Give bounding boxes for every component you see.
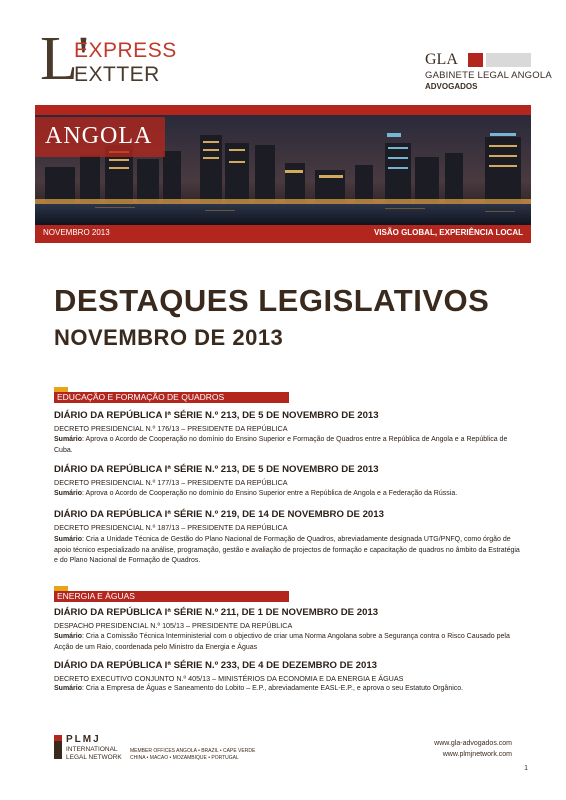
summary-label: Sumário bbox=[54, 436, 83, 443]
entry-summary bbox=[54, 632, 522, 653]
summary-label: Sumário bbox=[54, 536, 83, 543]
page-title: DESTAQUES LEGISLATIVOS bbox=[54, 283, 490, 318]
member-offices-line1: MEMBER OFFICES ANGOLA • BRAZIL • CAPE VERDE bbox=[130, 748, 256, 754]
gla-logo-red-bar bbox=[468, 53, 483, 67]
summary-label: Sumário bbox=[54, 685, 83, 692]
gla-logo-subtitle: GABINETE LEGAL ANGOLA bbox=[425, 70, 552, 81]
entry-summary bbox=[54, 489, 522, 500]
page-number: 1 bbox=[524, 765, 528, 772]
summary-text: : Aprova o Acordo de Cooperação no domínio do Ensino Superior entre a República de Angola e a Federação da Rússia. bbox=[82, 490, 458, 497]
entry-subheading: DECRETO PRESIDENCIAL N.º 187/13 – PRESIDENTE DA REPÚBLICA bbox=[54, 523, 288, 532]
logo-express: EXPRESS bbox=[74, 39, 177, 62]
summary-text: : Aprova o Acordo de Cooperação no domínio do Ensino Superior e Formação de Quadros entre a República de Angola e a República de Cuba. bbox=[54, 436, 508, 454]
entry-subheading: DECRETO PRESIDENCIAL N.º 176/13 – PRESIDENTE DA REPÚBLICA bbox=[54, 424, 288, 433]
entry-heading: DIÁRIO DA REPÚBLICA Iª SÉRIE N.º 213, DE 5 DE NOVEMBRO DE 2013 bbox=[54, 464, 379, 475]
banner-top-strip bbox=[35, 105, 531, 115]
plmj-logo-name: PLMJ bbox=[66, 734, 101, 745]
entry-heading: DIÁRIO DA REPÚBLICA Iª SÉRIE N.º 213, DE 5 DE NOVEMBRO DE 2013 bbox=[54, 410, 379, 421]
summary-label: Sumário bbox=[54, 633, 83, 640]
entry-summary bbox=[54, 684, 522, 695]
gla-logo-subtitle-2: ADVOGADOS bbox=[425, 82, 478, 91]
footer-link-plmj[interactable]: www.plmjnetwork.com bbox=[442, 751, 512, 758]
entry-summary bbox=[54, 535, 522, 567]
logo-apostrophe: L' bbox=[40, 25, 90, 93]
entry-subheading: DESPACHO PRESIDENCIAL N.º 105/13 – PRESIDENTE DA REPÚBLICA bbox=[54, 621, 293, 630]
member-offices-line2: CHINA • MACAO • MOZAMBIQUE • PORTUGAL bbox=[130, 755, 239, 761]
entry-summary bbox=[54, 435, 522, 456]
gla-logo-grey-bar bbox=[486, 53, 531, 67]
plmj-logo-mark-accent bbox=[54, 735, 62, 741]
banner bbox=[35, 105, 531, 243]
page-subtitle: NOVEMBRO DE 2013 bbox=[54, 325, 284, 350]
logo-extter: EXTTER bbox=[74, 63, 160, 86]
banner-country: ANGOLA bbox=[45, 123, 153, 149]
banner-date: NOVEMBRO 2013 bbox=[43, 228, 110, 237]
summary-label: Sumário bbox=[54, 490, 83, 497]
section-header bbox=[54, 591, 289, 602]
section-header bbox=[54, 392, 289, 403]
entry-heading: DIÁRIO DA REPÚBLICA Iª SÉRIE N.º 219, DE 14 DE NOVEMBRO DE 2013 bbox=[54, 509, 384, 520]
entry-subheading: DECRETO EXECUTIVO CONJUNTO N.º 405/13 – MINISTÉRIOS DA ECONOMIA E DA ENERGIA E ÁGUAS bbox=[54, 674, 404, 683]
section-label: ENERGIA E ÁGUAS bbox=[57, 591, 135, 601]
entry-heading: DIÁRIO DA REPÚBLICA Iª SÉRIE N.º 211, DE 1 DE NOVEMBRO DE 2013 bbox=[54, 607, 379, 618]
gla-logo-title: GLA bbox=[425, 51, 458, 68]
member-offices bbox=[130, 748, 255, 762]
plmj-network-line1: INTERNATIONAL bbox=[66, 746, 118, 753]
summary-text: : Cria a Comissão Técnica Interministerial com o objectivo de criar uma Norma Angolana sobre a Segurança contra o Risco Causado pela Acção de um Raio, coordenada pelo Ministro da Energia e Águas bbox=[54, 633, 510, 651]
section-label: EDUCAÇÃO E FORMAÇÃO DE QUADROS bbox=[57, 392, 225, 402]
banner-country-tag bbox=[35, 117, 165, 157]
footer-link-gla[interactable]: www.gla-advogados.com bbox=[434, 740, 512, 747]
summary-text: : Cria a Unidade Técnica de Gestão do Plano Nacional de Formação de Quadros, abreviadamente designada UTG/PNFQ, como órgão de apoio técnico especializado na análise, programação, gestão e avaliação de projectos de formação e capacitação de quadros no âmbito da Estratégia e do Plano Nacional de Formação de Quadros. bbox=[54, 536, 520, 564]
entry-heading: DIÁRIO DA REPÚBLICA Iª SÉRIE N.º 233, DE 4 DE DEZEMBRO DE 2013 bbox=[54, 660, 378, 671]
summary-text: : Cria a Empresa de Águas e Saneamento do Lobito – E.P., abreviadamente EASL-E.P., e aprova o seu Estatuto Orgânico. bbox=[82, 685, 464, 692]
entry-subheading: DECRETO PRESIDENCIAL N.º 177/13 – PRESIDENTE DA REPÚBLICA bbox=[54, 478, 288, 487]
banner-motto: VISÃO GLOBAL, EXPERIÊNCIA LOCAL bbox=[373, 228, 523, 237]
plmj-network-line2: LEGAL NETWORK bbox=[66, 754, 122, 761]
